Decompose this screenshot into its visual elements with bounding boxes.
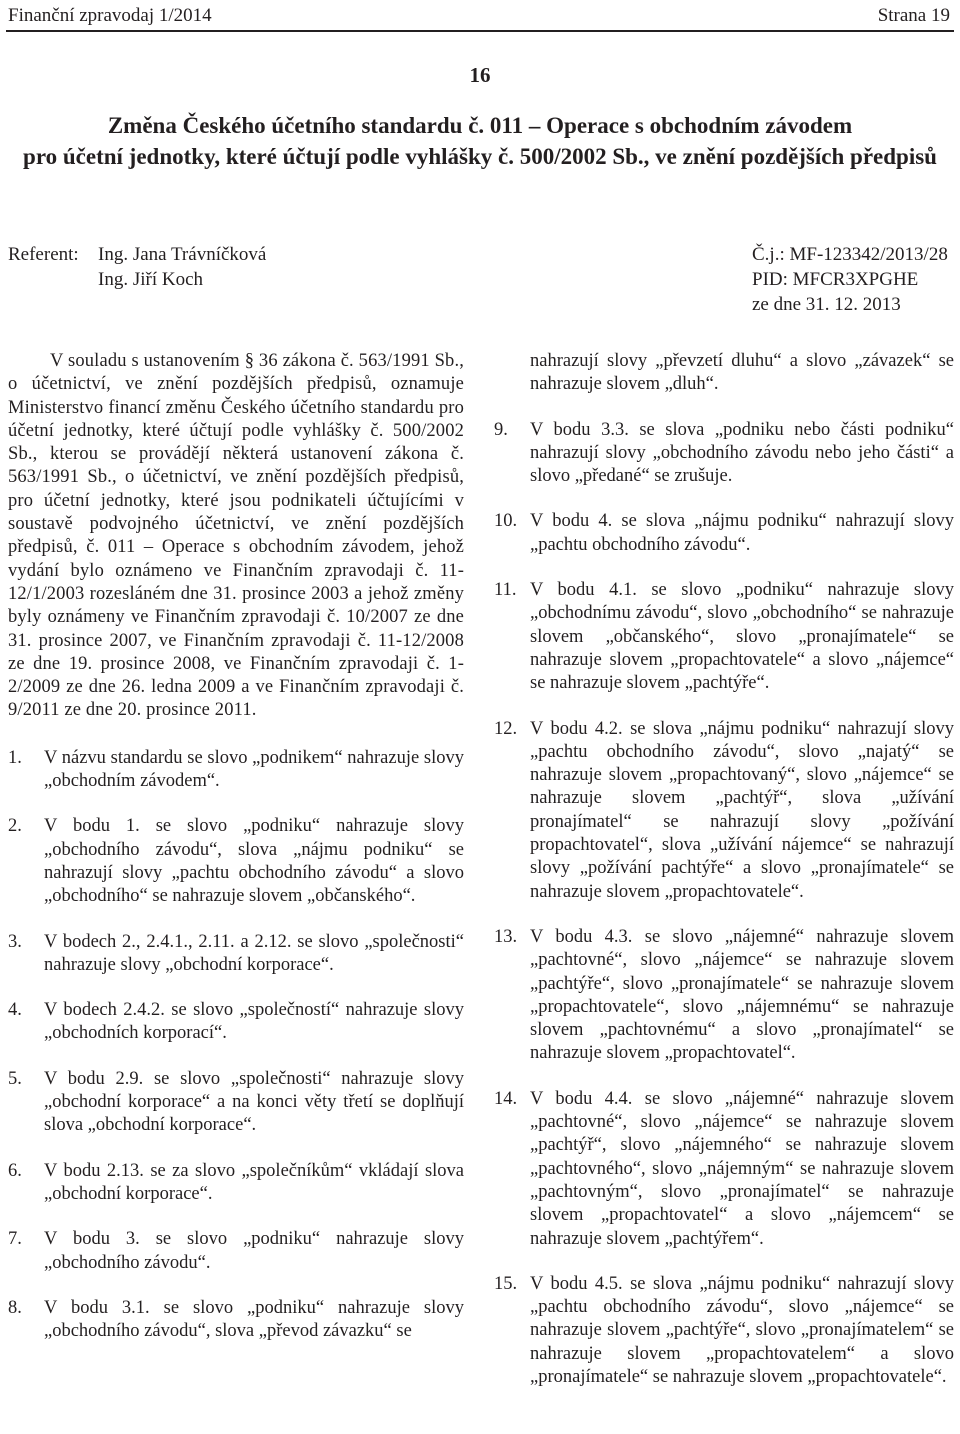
reference-block: [752, 242, 948, 317]
list-item: [494, 1273, 954, 1389]
intro-paragraph: V souladu s ustanovením § 36 zákona č. 563/1991 Sb., o účetnictví, ve znění pozdějších předpisů, oznamuje Ministerstvo financí změnu Českého účetního standardu pro účetní jednotky, které účtují podle vyhlášky č. 500/2002 Sb., kterou se provádějí některá ustanovení zákona č. 563/1991 Sb., o účetnictví, ve znění pozdějších předpisů, pro účetní jednotky, které jsou podnikateli účtujícími v soustavě podvojného účetnictví, ve znění pozdějších předpisů, č. 011 – Operace s obchodním závodem, jehož vydání bylo oznámeno ve Finančním zpravodaji č. 11-12/1/2003 rozesláném dne 31. prosince 2003 a jehož změny byly oznámeny ve Finančním zpravodaji č. 10/2007 ze dne 31. prosince 2007, ve Finančním zpravodaji č. 11-12/2008 ze dne 19. prosince 2008, ve Finančním zpravodaji č. 1-2/2009 ze dne 26. ledna 2009 a ve Finančním zpravodaji č. 9/2011 ze dne 20. prosince 2011.: [8, 351, 464, 721]
item-text: V bodu 3. se slovo „podniku“ nahrazuje slovy „obchodního závodu“.: [44, 1229, 464, 1273]
list-item: [494, 419, 954, 489]
list-item: [8, 1160, 464, 1207]
item-text: V bodu 3.1. se slovo „podniku“ nahrazuje slovy „obchodního závodu“, slova „převod závazku“ se: [44, 1297, 464, 1342]
item-text: V bodu 4.2. se slova „nájmu podniku“ nahrazují slovy „pachtu obchodního závodu“, slovo „najatý“ se nahrazuje slovem „propachtovaný“, slovo „nájemce“ se nahrazuje slovem „pachtýř“, slova „užívání pronajímatel“ se nahrazují slovy „požívání propachtovatel“, slova „užívání nájemce“ se nahrazují slovy „požívání pachtýře“ a slovo „pronajímatele“ se nahrazuje slovem „propachtovatele“.: [530, 718, 954, 902]
item-text: V bodech 2.4.2. se slovo „společností“ nahrazuje slovy „obchodních korporací“.: [44, 1000, 464, 1044]
item-text: V bodu 3.3. se slova „podniku nebo části podniku“ nahrazují slovy „obchodního závodu nebo jeho části“ a slovo „předané“ se zrušuje.: [530, 419, 954, 487]
list-item: [494, 718, 954, 904]
referent-name-1: Ing. Jana Trávníčková: [98, 244, 267, 265]
title-line-2: pro účetní jednotky, které účtují podle vyhlášky č. 500/2002 Sb., ve znění pozdějších předpisů: [23, 144, 937, 169]
referent-label-text: Referent:: [8, 244, 79, 265]
item-text: V bodu 4. se slova „nájmu podniku“ nahrazují slovy „pachtu obchodního závodu“.: [530, 511, 954, 555]
reference-number: Č.j.: MF-123342/2013/28: [752, 244, 948, 265]
right-column: [494, 350, 954, 1411]
left-column: [8, 350, 464, 1365]
item-number: 5.: [8, 1068, 22, 1089]
item-text: V názvu standardu se slovo „podnikem“ nahrazuje slovy „obchodním závodem“.: [44, 747, 464, 792]
item-number: 2.: [8, 816, 22, 837]
document-title: [0, 110, 960, 172]
list-item: [8, 1068, 464, 1138]
referent-name-2: Ing. Jiří Koch: [98, 269, 204, 290]
referent-label: [8, 242, 79, 267]
item-text: V bodu 4.3. se slovo „nájemné“ nahrazuje slovem „pachtovné“, slovo „nájemce“ se nahrazuje slovem „pachtýře“, slovo „pronajímatele“ se nahrazuje slovem „propachtovatele“, slovo „nájemnému“ se nahrazuje slovem „pachtovnému“ a slovo „pronajímatel“ se nahrazuje slovem „propachtovatel“.: [530, 926, 954, 1064]
item-text: V bodu 2.13. se za slovo „společníkům“ vkládají slova „obchodní korporace“.: [44, 1160, 464, 1204]
item-number: 1.: [8, 747, 22, 768]
list-item: [8, 931, 464, 978]
item-number: 14.: [494, 1088, 518, 1109]
running-header-page: Strana 19: [877, 5, 950, 26]
item-number: 12.: [494, 718, 518, 739]
item-number: 10.: [494, 511, 518, 532]
title-line-1: Změna Českého účetního standardu č. 011 – Operace s obchodním závodem: [107, 113, 853, 138]
left-item-list: [8, 747, 464, 1344]
list-item: [494, 926, 954, 1066]
item-number: 4.: [8, 1000, 22, 1021]
item-number: 3.: [8, 931, 22, 952]
item-text: V bodu 4.1. se slovo „podniku“ nahrazuje slovy „obchodnímu závodu“, slovo „obchodního“ se nahrazuje slovem „občanského“, slovo „pronajímatele“ se nahrazuje slovem „propachtovatele“ a slovo „nájemce“ se nahrazuje slovem „pachtýře“.: [530, 580, 954, 694]
list-item: [494, 510, 954, 557]
right-item-list: [494, 419, 954, 1390]
item-number: 8.: [8, 1297, 22, 1318]
list-item: [494, 579, 954, 695]
item-text: V bodu 1. se slovo „podniku“ nahrazuje slovy „obchodního závodu“, slova „nájmu podniku“ se nahrazují slovy „pachtu obchodního závodu“ a slovo „obchodního“ se nahrazuje slovem „občanského“.: [44, 816, 464, 907]
item-number: 9.: [494, 419, 508, 440]
item-text: V bodech 2., 2.4.1., 2.11. a 2.12. se slovo „společnosti“ nahrazuje slovy „obchodní korporace“.: [44, 931, 464, 975]
pid: PID: MFCR3XPGHE: [752, 269, 919, 290]
issue-date: ze dne 31. 12. 2013: [752, 294, 901, 315]
referent-names: [98, 242, 266, 292]
item-number: 6.: [8, 1160, 22, 1181]
list-item: [8, 1228, 464, 1275]
list-item: [494, 1088, 954, 1251]
running-header-left: Finanční zpravodaj 1/2014: [8, 5, 212, 26]
header-rule: [6, 30, 954, 32]
item-number: 11.: [494, 580, 517, 601]
item-text: V bodu 4.5. se slova „nájmu podniku“ nahrazují slovy „pachtu obchodního závodu“, slovo „nájemce“ se nahrazuje slovem „pachtýře“, slovo „pronajímatelem“ se nahrazuje slovem „propachtovatelem“ a slovo „pronajímatele“ se nahrazuje slovem „propachtovatele“.: [530, 1273, 954, 1387]
item-number: 13.: [494, 926, 518, 947]
item-number: 7.: [8, 1229, 22, 1250]
list-item: [8, 999, 464, 1046]
item-text: V bodu 4.4. se slovo „nájemné“ nahrazuje slovem „pachtovné“, slovo „nájemce“ se nahrazuje slovem „pachtýř“, slovo „nájemného“ se nahrazuje slovem „pachtovného“, slovo „nájemným“ se nahrazuje slovem „pachtovným“, slovo „pronajímatel“ se nahrazuje slovem „propachtovatel“ a slovo „nájemcem“ se nahrazuje slovem „pachtýřem“.: [530, 1088, 954, 1249]
item-8-continuation: nahrazují slovy „převzetí dluhu“ a slovo „závazek“ se nahrazuje slovem „dluh“.: [530, 351, 954, 395]
list-item: [8, 1297, 464, 1344]
item-text: V bodu 2.9. se slovo „společnosti“ nahrazuje slovy „obchodní korporace“ a na konci věty třetí se doplňují slova „obchodní korporace“.: [44, 1068, 464, 1136]
list-item: [8, 815, 464, 908]
list-item: [8, 747, 464, 794]
item-number: 15.: [494, 1273, 518, 1294]
document-number: 16: [469, 63, 491, 87]
